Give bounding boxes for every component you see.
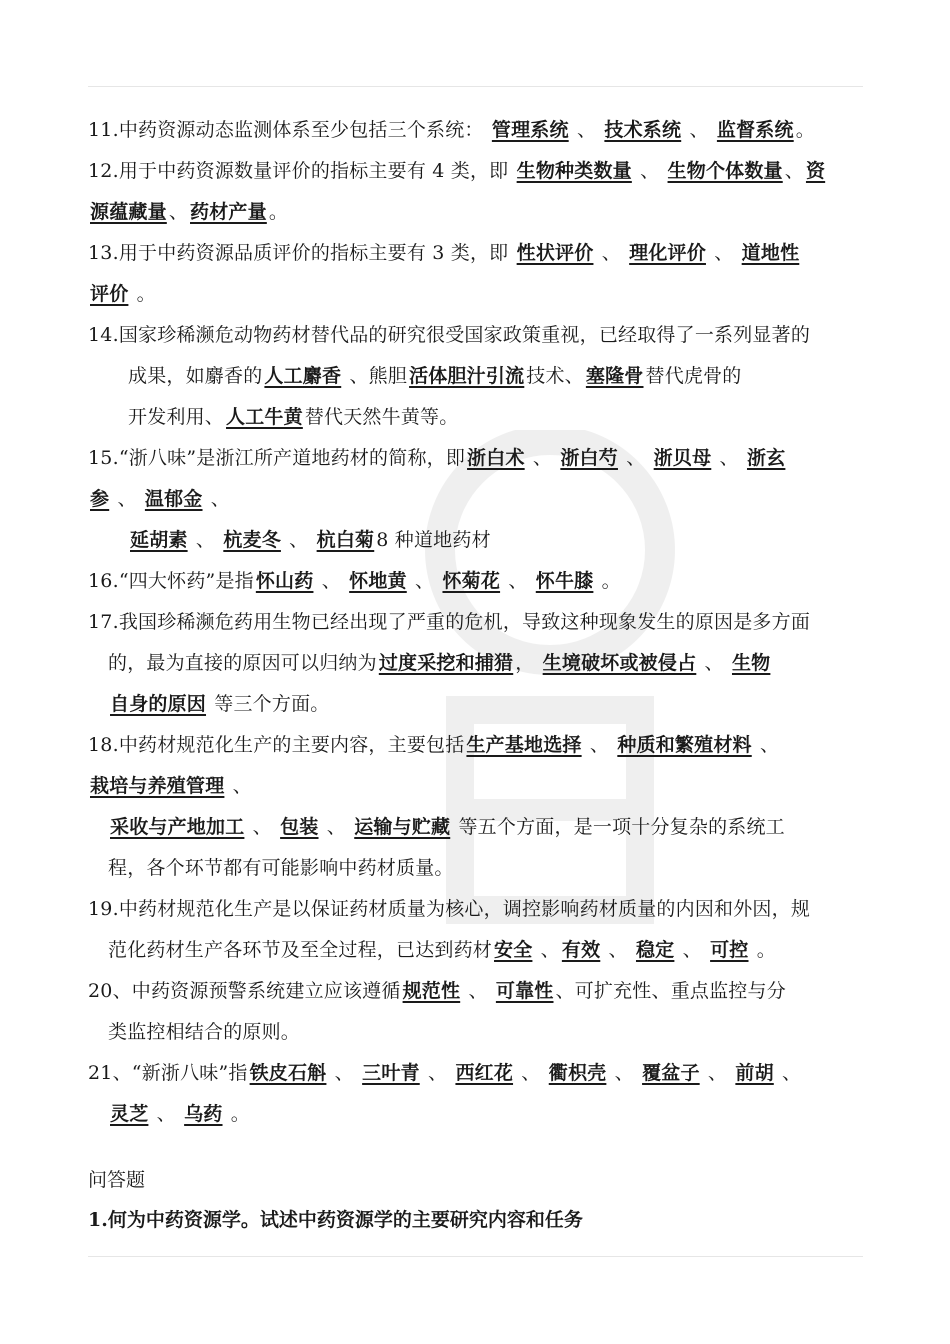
answer: 怀山药: [255, 570, 314, 592]
question-14-line-1: 14.国家珍稀濒危动物药材替代品的研究很受国家政策重视，已经取得了一系列显著的: [88, 324, 811, 346]
question-18-line-1: 18.中药材规范化生产的主要内容，主要包括 生产基地选择 、 种质和繁殖材料 、: [88, 734, 780, 756]
question-15-line-2: 参 、 温郁金 、: [90, 488, 230, 510]
answer: 浙贝母: [653, 447, 712, 469]
question-17-line-1: 17.我国珍稀濒危药用生物已经出现了严重的危机，导致这种现象发生的原因是多方面: [88, 611, 811, 633]
answer: 采收与产地加工: [110, 816, 245, 838]
answer: 可控: [710, 939, 749, 961]
answer: 生境破坏或被侵占: [542, 652, 697, 674]
answer: 人工牛黄: [226, 406, 303, 428]
answer: 延胡素: [130, 529, 188, 551]
answer: 生物: [731, 652, 771, 674]
question-18-line-4: 程，各个环节都有可能影响中药材质量。: [108, 857, 454, 879]
answer: 性状评价: [516, 242, 594, 264]
answer: 源蕴藏量: [90, 201, 167, 223]
answer: 运输与贮藏: [354, 816, 451, 838]
answer: 自身的原因: [110, 693, 207, 715]
answer: 包装: [280, 816, 319, 838]
question-21-line-2: 灵芝 、 乌药 。: [110, 1103, 250, 1125]
answer: 浙白芍: [560, 447, 618, 469]
answer: 管理系统: [491, 119, 569, 141]
question-19-line-1: 19.中药材规范化生产是以保证药材质量为核心，调控影响药材质量的内因和外因，规: [88, 898, 811, 920]
section-title: 问答题: [88, 1169, 146, 1191]
question-17-line-2: 的，最为直接的原因可以归纳为 过度采挖和捕猎 ， 生境破坏或被侵占 、 生物: [108, 652, 771, 674]
question-20-line-1: 20、中药资源预警系统建立应该遵循 规范性 、 可靠性 、可扩充性、重点监控与分: [88, 980, 786, 1002]
answer: 浙白术: [467, 447, 525, 469]
answer: 杭麦冬: [223, 529, 281, 551]
answer: 怀菊花: [442, 570, 501, 592]
answer: 浙玄: [746, 447, 786, 469]
answer: 安全: [494, 939, 533, 961]
question-13-line-1: 13.用于中药资源品质评价的指标主要有 3 类，即 性状评价 、 理化评价 、 道地性: [88, 242, 800, 264]
answer: 种质和繁殖材料: [617, 734, 752, 756]
answer: 理化评价: [629, 242, 706, 264]
answer: 生产基地选择: [466, 734, 582, 756]
answer: 覆盆子: [642, 1062, 700, 1084]
answer: 监督系统: [716, 119, 794, 141]
answer: 可靠性: [495, 980, 554, 1002]
question-16: 16.“四大怀药”是指 怀山药 、 怀地黄 、 怀菊花 、 怀牛膝 。: [88, 570, 621, 592]
answer: 前胡: [735, 1062, 774, 1084]
answer: 栽培与养殖管理: [90, 775, 225, 797]
answer: 铁皮石斛: [249, 1062, 327, 1084]
answer: 人工麝香: [264, 365, 342, 387]
answer: 活体胆汁引流: [409, 365, 525, 387]
answer: 塞隆骨: [585, 365, 644, 387]
question-14-line-3: 开发利用、 人工牛黄 替代天然牛黄等。: [128, 406, 459, 428]
answer: 灵芝: [110, 1103, 149, 1125]
answer: 温郁金: [144, 488, 203, 510]
question-18-line-3: 采收与产地加工 、 包装 、 运输与贮藏 等五个方面，是一项十分复杂的系统工: [110, 816, 785, 838]
question-17-line-3: 自身的原因 等三个方面。: [110, 693, 330, 715]
answer: 过度采挖和捕猎: [378, 652, 514, 674]
answer: 药材产量: [190, 201, 267, 223]
question-14-line-2: 成果，如麝香的 人工麝香 、熊胆 活体胆汁引流 技术、 塞隆骨 替代虎骨的: [128, 365, 742, 387]
answer: 资: [805, 160, 826, 182]
answer: 怀地黄: [349, 570, 407, 592]
question-12-line-1: 12.用于中药资源数量评价的指标主要有 4 类，即 生物种类数量 、 生物个体数量 、 资: [88, 160, 826, 182]
question-15-line-3: 延胡素 、 杭麦冬 、 杭白菊 8 种道地药材: [130, 529, 491, 551]
answer: 西红花: [455, 1062, 514, 1084]
question-19-line-2: 范化药材生产各环节及至全过程，已达到药材 安全 、 有效 、 稳定 、 可控 。: [108, 939, 776, 961]
answer: 道地性: [741, 242, 800, 264]
answer: 技术系统: [604, 119, 682, 141]
answer: 参: [90, 488, 110, 510]
answer: 生物个体数量: [667, 160, 783, 182]
answer: 怀牛膝: [535, 570, 594, 592]
answer: 衢枳壳: [548, 1062, 607, 1084]
question-12-line-2: 源蕴藏量 、 药材产量 。: [90, 201, 289, 223]
question-18-line-2: 栽培与养殖管理 、: [90, 775, 252, 797]
essay-question-1: 1.何为中药资源学。试述中药资源学的主要研究内容和任务: [88, 1209, 583, 1231]
answer: 生物种类数量: [516, 160, 632, 182]
top-rule: [88, 86, 863, 87]
answer: 三叶青: [362, 1062, 420, 1084]
answer: 杭白菊: [316, 529, 375, 551]
answer: 乌药: [184, 1103, 223, 1125]
question-13-line-2: 评价 。: [90, 283, 156, 305]
question-11: 11.中药资源动态监测体系至少包括三个系统： 管理系统 、 技术系统 、 监督系统 。: [88, 119, 815, 141]
answer: 评价: [90, 283, 129, 305]
question-20-line-2: 类监控相结合的原则。: [108, 1021, 301, 1043]
answer: 有效: [561, 939, 601, 961]
answer: 规范性: [402, 980, 461, 1002]
question-15-line-1: 15.“浙八味”是浙江所产道地药材的简称，即 浙白术 、 浙白芍 、 浙贝母 、 浙玄: [88, 447, 786, 469]
answer: 稳定: [635, 939, 675, 961]
bottom-rule: [88, 1256, 863, 1257]
question-21-line-1: 21、“新浙八味”指 铁皮石斛 、 三叶青 、 西红花 、 衢枳壳 、 覆盆子 、 前胡 、: [88, 1062, 802, 1084]
